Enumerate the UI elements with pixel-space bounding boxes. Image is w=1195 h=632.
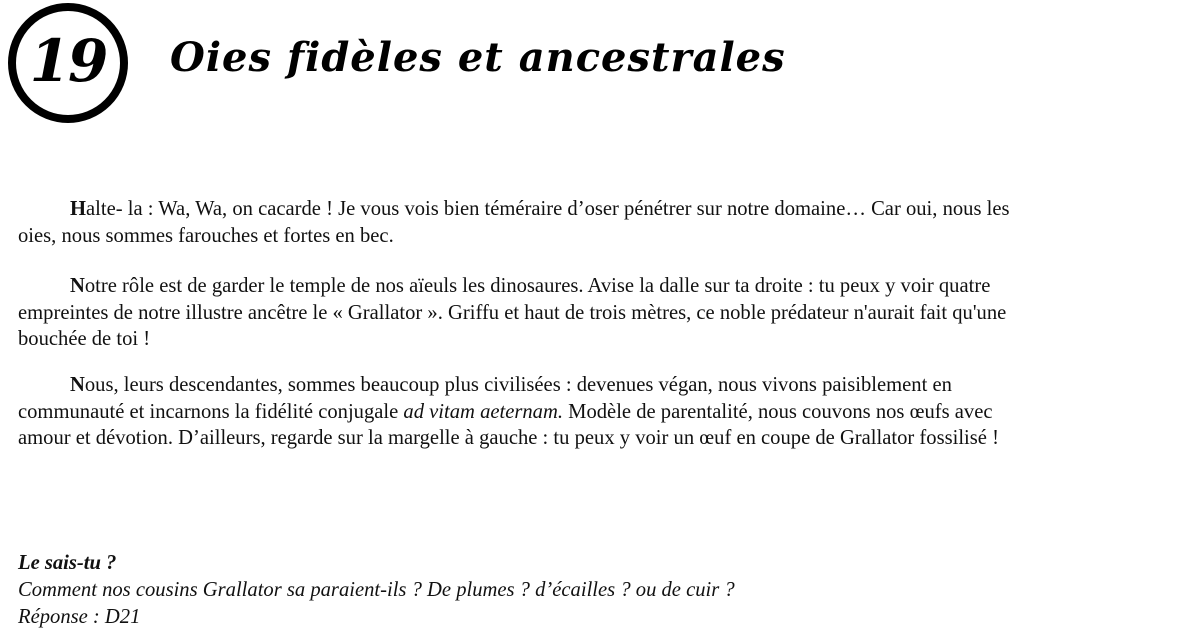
- page-title: Oies fidèles et ancestrales: [170, 34, 786, 81]
- did-you-know-question: Comment nos cousins Grallator sa paraient-ils ? De plumes ? d’écailles ? ou de cuir ?: [18, 579, 735, 601]
- latin-phrase: ad vitam aeternam.: [403, 400, 563, 423]
- paragraph-role: [18, 273, 1018, 353]
- paragraph-initial: N: [70, 374, 85, 396]
- did-you-know-heading: Le sais-tu ?: [18, 552, 117, 574]
- paragraph-text: ous, leurs descendantes, sommes beaucoup plus civilisées : devenues végan, nous vivons paisiblement en communauté et incarnons la fidélité conjugale: [18, 374, 952, 423]
- chapter-number: 19: [29, 27, 107, 95]
- paragraph-text: Modèle de parentalité, nous couvons nos œufs avec amour et dévotion. D’ailleurs, regarde sur la margelle à gauche : tu peux y voir un œuf en coupe de Grallator fossilisé !: [18, 400, 999, 449]
- did-you-know-answer: Réponse : D21: [18, 606, 141, 628]
- paragraph-text: otre rôle est de garder le temple de nos aïeuls les dinosaures. Avise la dalle sur ta droite : tu peux y voir quatre empreintes de notre illustre ancêtre le « Grallator ». Griffu et haut de trois mètres, ce noble prédateur n'aurait fait qu'une bouchée de toi !: [18, 275, 1007, 350]
- paragraph-descendants: [18, 372, 1018, 452]
- paragraph-initial: H: [70, 198, 87, 220]
- paragraph-text: alte- la : Wa, Wa, on cacarde ! Je vous vois bien téméraire d’oser pénétrer sur notre domaine… Car oui, nous les oies, nous sommes farouches et fortes en bec.: [18, 198, 1010, 247]
- did-you-know-box: [18, 550, 735, 631]
- paragraph-intro: [18, 196, 1018, 249]
- chapter-number-badge: [8, 3, 128, 123]
- paragraph-initial: N: [70, 275, 85, 297]
